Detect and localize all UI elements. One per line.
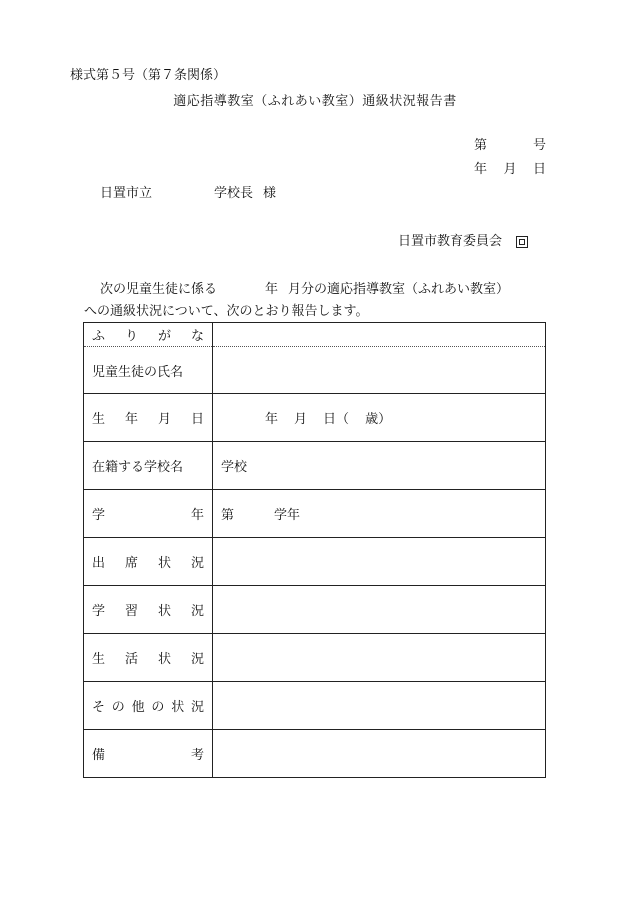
school-name-blank bbox=[152, 186, 214, 202]
label-char: 学 bbox=[92, 508, 106, 523]
grade-label bbox=[84, 490, 213, 538]
table-row-study bbox=[84, 586, 546, 634]
label-char: 習 bbox=[124, 604, 138, 619]
label-char: 状 bbox=[157, 556, 171, 571]
label-char: 他 bbox=[131, 700, 145, 715]
sender-name: 日置市教育委員会 bbox=[398, 234, 503, 249]
attendance-label bbox=[84, 538, 213, 586]
document-number bbox=[474, 138, 546, 154]
label-char: 況 bbox=[190, 700, 204, 715]
label-char: 状 bbox=[157, 652, 171, 667]
table-row-grade bbox=[84, 490, 546, 538]
label-char: 況 bbox=[190, 604, 204, 619]
seal-icon bbox=[516, 236, 528, 248]
dob-label bbox=[84, 394, 213, 442]
document-title: 適応指導教室（ふれあい教室）通級状況報告書 bbox=[173, 94, 457, 109]
label-char: 活 bbox=[124, 652, 138, 667]
dob-day: 日 bbox=[323, 412, 337, 427]
life-field[interactable] bbox=[213, 634, 546, 682]
name-label: 児童生徒の氏名 bbox=[84, 347, 213, 394]
label-char: の bbox=[151, 700, 165, 715]
label-char: り bbox=[124, 329, 138, 344]
dob-year: 年 bbox=[265, 412, 279, 427]
dob-field[interactable] bbox=[213, 394, 546, 442]
label-char: 生 bbox=[92, 652, 106, 667]
label-char: が bbox=[157, 329, 171, 344]
other-field[interactable] bbox=[213, 682, 546, 730]
sender bbox=[398, 234, 528, 250]
body-lead: 次の児童生徒に係る bbox=[100, 282, 218, 297]
table-row-life bbox=[84, 634, 546, 682]
report-table bbox=[83, 322, 546, 778]
school-suffix: 学校 bbox=[221, 460, 248, 475]
table-row-other bbox=[84, 682, 546, 730]
name-field[interactable] bbox=[213, 347, 546, 394]
other-label bbox=[84, 682, 213, 730]
school-label: 在籍する学校名 bbox=[84, 442, 213, 490]
label-char: 生 bbox=[92, 412, 106, 427]
label-char: 学 bbox=[92, 604, 106, 619]
study-field[interactable] bbox=[213, 586, 546, 634]
body-year: 年 bbox=[265, 282, 279, 297]
label-char: 月 bbox=[157, 412, 171, 427]
date-month: 月 bbox=[503, 162, 517, 177]
body-month: 月分の適応指導教室（ふれあい教室） bbox=[288, 282, 510, 297]
grade-prefix: 第 bbox=[221, 508, 235, 523]
body-text-line-1 bbox=[100, 282, 509, 298]
doc-no-prefix: 第 bbox=[474, 138, 488, 153]
label-char: 年 bbox=[124, 412, 138, 427]
label-char: 年 bbox=[190, 508, 204, 523]
label-char: 状 bbox=[157, 604, 171, 619]
label-char: ふ bbox=[92, 329, 106, 344]
doc-no-suffix: 号 bbox=[532, 138, 546, 153]
school-field[interactable] bbox=[213, 442, 546, 490]
attendance-field[interactable] bbox=[213, 538, 546, 586]
label-char: 況 bbox=[190, 556, 204, 571]
label-char: 備 bbox=[92, 748, 106, 763]
label-char: そ bbox=[92, 700, 106, 715]
addressee bbox=[100, 186, 276, 202]
addressee-city: 日置市立 bbox=[100, 186, 153, 201]
furigana-field[interactable] bbox=[213, 323, 546, 347]
label-char: 状 bbox=[171, 700, 185, 715]
furigana-label bbox=[84, 323, 213, 347]
table-row-attendance bbox=[84, 538, 546, 586]
label-char: 出 bbox=[92, 556, 106, 571]
grade-suffix: 学年 bbox=[274, 508, 301, 523]
document-date bbox=[474, 162, 546, 178]
label-char: 況 bbox=[190, 652, 204, 667]
remarks-field[interactable] bbox=[213, 730, 546, 778]
dob-month: 月 bbox=[294, 412, 308, 427]
label-char: 考 bbox=[190, 748, 204, 763]
table-row-school bbox=[84, 442, 546, 490]
label-char: 日 bbox=[190, 412, 204, 427]
addressee-honorific: 様 bbox=[263, 186, 277, 201]
study-label bbox=[84, 586, 213, 634]
label-char: 席 bbox=[124, 556, 138, 571]
label-char: な bbox=[190, 329, 204, 344]
label-char: の bbox=[111, 700, 125, 715]
dob-age: 歳） bbox=[365, 412, 392, 427]
table-row-name bbox=[84, 347, 546, 394]
remarks-label bbox=[84, 730, 213, 778]
table-row-furigana bbox=[84, 323, 546, 347]
date-year: 年 bbox=[474, 162, 488, 177]
form-number: 様式第５号（第７条関係） bbox=[70, 68, 227, 83]
date-day: 日 bbox=[532, 162, 546, 177]
body-text-line-2: への通級状況について、次のとおり報告します。 bbox=[84, 304, 369, 319]
table-row-remarks bbox=[84, 730, 546, 778]
life-label bbox=[84, 634, 213, 682]
dob-paren: （ bbox=[336, 412, 350, 427]
grade-field[interactable] bbox=[213, 490, 546, 538]
addressee-principal: 学校長 bbox=[214, 186, 254, 201]
table-row-dob bbox=[84, 394, 546, 442]
